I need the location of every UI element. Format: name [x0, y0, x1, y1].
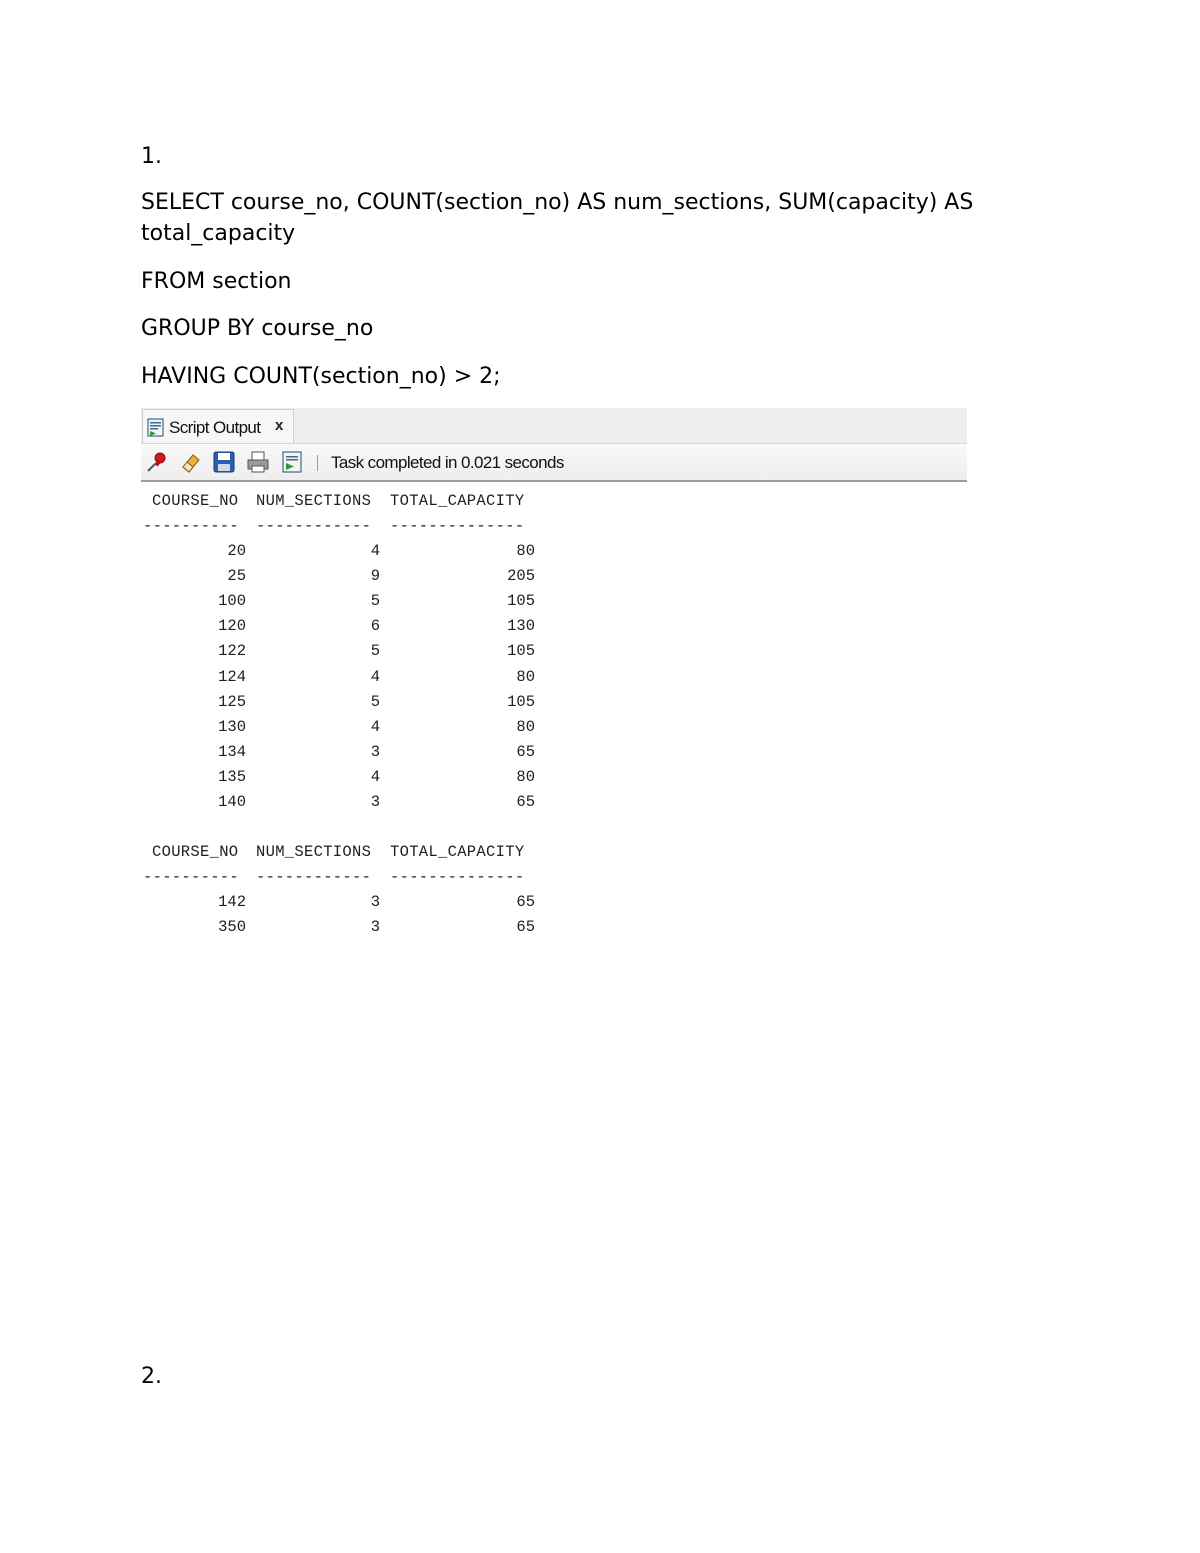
cell-course-no: 140	[218, 793, 246, 811]
open-file-icon[interactable]	[280, 450, 304, 474]
question-1-number: 1.	[141, 144, 162, 169]
sql-group-by-line: GROUP BY course_no	[141, 316, 374, 341]
pin-icon[interactable]	[145, 450, 169, 474]
cell-course-no: 122	[218, 642, 246, 661]
cell-num-sections: 4	[370, 542, 380, 560]
cell-total-capacity: 65	[516, 742, 535, 761]
cell-num-sections: 3	[370, 918, 380, 937]
cell-course-no: 124	[218, 667, 246, 686]
column-header-course-no: COURSE_NO	[152, 492, 239, 510]
cell-total-capacity: 65	[516, 793, 535, 811]
sql-from-line: FROM section	[141, 269, 292, 294]
cell-course-no: 100	[218, 592, 246, 611]
cell-num-sections: 4	[370, 667, 380, 686]
cell-course-no: 125	[218, 692, 246, 711]
cell-total-capacity: 130	[507, 617, 535, 636]
sql-select-line-continued: total_capacity	[141, 221, 296, 246]
toolbar-separator	[317, 455, 318, 471]
cell-total-capacity: 205	[507, 567, 535, 586]
cell-total-capacity: 80	[516, 717, 535, 736]
cell-num-sections: 4	[370, 767, 380, 786]
question-2-number: 2.	[141, 1364, 162, 1389]
cell-total-capacity: 80	[516, 767, 535, 786]
cell-total-capacity: 105	[507, 642, 535, 661]
column-divider: ------------	[256, 517, 372, 535]
column-divider: --------------	[390, 517, 525, 535]
cell-course-no: 134	[218, 742, 246, 761]
column-header-total-capacity: TOTAL_CAPACITY	[390, 843, 525, 861]
cell-num-sections: 3	[370, 893, 380, 911]
cell-course-no: 120	[218, 617, 246, 636]
cell-course-no: 130	[218, 717, 246, 736]
column-header-num-sections: NUM_SECTIONS	[256, 843, 372, 861]
column-header-num-sections: NUM_SECTIONS	[256, 492, 372, 510]
cell-total-capacity: 80	[516, 667, 535, 686]
cell-course-no: 135	[218, 767, 246, 786]
script-output-icon	[147, 418, 165, 438]
column-divider: ------------	[256, 868, 372, 886]
cell-num-sections: 5	[370, 692, 380, 711]
column-divider: ----------	[143, 868, 240, 886]
column-header-total-capacity: TOTAL_CAPACITY	[390, 492, 525, 510]
cell-course-no: 25	[227, 567, 246, 586]
cell-course-no: 142	[218, 893, 246, 911]
cell-course-no: 20	[227, 542, 246, 560]
close-icon[interactable]: x	[275, 417, 284, 434]
output-toolbar	[141, 444, 967, 482]
column-header-course-no: COURSE_NO	[152, 843, 239, 861]
tab-strip	[141, 408, 967, 444]
cell-num-sections: 4	[370, 717, 380, 736]
script-output-panel	[141, 408, 967, 948]
column-divider: ----------	[143, 517, 240, 535]
cell-num-sections: 5	[370, 592, 380, 611]
save-icon[interactable]	[212, 450, 236, 474]
tab-script-output[interactable]	[142, 409, 294, 443]
cell-total-capacity: 65	[516, 918, 535, 937]
print-icon[interactable]	[246, 450, 270, 474]
sql-select-line: SELECT course_no, COUNT(section_no) AS num_sections, SUM(capacity) AS	[141, 190, 974, 215]
cell-total-capacity: 105	[507, 592, 535, 611]
cell-total-capacity: 80	[516, 542, 535, 560]
cell-num-sections: 3	[370, 793, 380, 811]
cell-num-sections: 6	[370, 617, 380, 636]
status-text: Task completed in 0.021 seconds	[331, 453, 564, 472]
cell-total-capacity: 65	[516, 893, 535, 911]
cell-num-sections: 9	[370, 567, 380, 586]
cell-total-capacity: 105	[507, 692, 535, 711]
eraser-icon[interactable]	[179, 450, 203, 474]
tab-label: Script Output	[169, 418, 261, 437]
column-divider: --------------	[390, 868, 525, 886]
cell-course-no: 350	[218, 918, 246, 937]
sql-having-line: HAVING COUNT(section_no) > 2;	[141, 364, 501, 389]
cell-num-sections: 5	[370, 642, 380, 661]
cell-num-sections: 3	[370, 742, 380, 761]
